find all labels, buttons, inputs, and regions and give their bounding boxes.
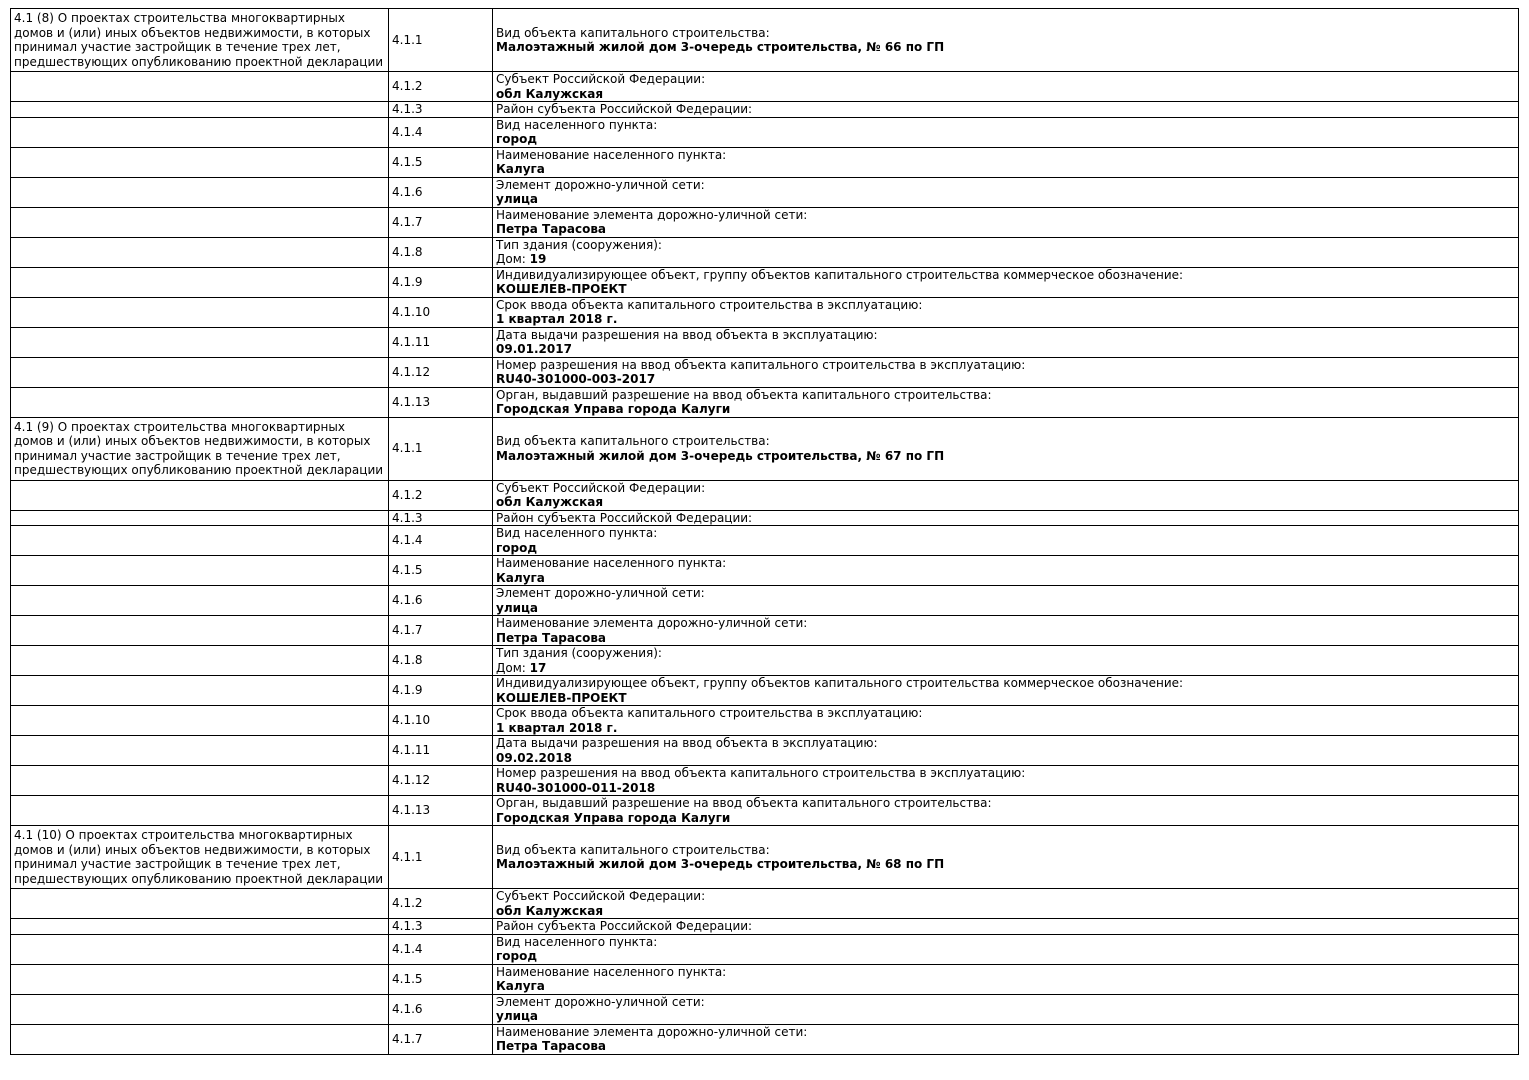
row-number: 4.1.11: [392, 334, 431, 349]
row-number-cell: [389, 327, 493, 357]
row-number-cell: [389, 102, 493, 118]
row-number: 4.1.1: [392, 32, 423, 47]
row-number-cell: [389, 1024, 493, 1054]
field-label: Район субъекта Российской Федерации:: [496, 510, 753, 525]
field-value: 19: [529, 252, 547, 266]
field-value: обл Калужская: [496, 86, 604, 101]
row-content-cell: [493, 237, 1519, 267]
row-content-cell: [493, 297, 1519, 327]
field-value-prefix: Дом:: [496, 660, 530, 675]
section-description-cell: [11, 736, 389, 766]
row-number-cell: [389, 510, 493, 526]
row-content-cell: [493, 934, 1519, 964]
section-description-cell: [11, 207, 389, 237]
field-value-line: [496, 282, 1515, 297]
row-number-cell: [389, 417, 493, 480]
field-value-line: [496, 631, 1515, 646]
table-row: [11, 357, 1519, 387]
row-number-cell: [389, 934, 493, 964]
field-value: 09.01.2017: [496, 342, 572, 356]
field-value: RU40-301000-003-2017: [496, 372, 656, 386]
declaration-table: [10, 8, 1519, 1055]
row-number: 4.1.3: [392, 919, 423, 933]
row-number-cell: [389, 676, 493, 706]
row-number: 4.1.6: [392, 593, 423, 608]
row-number: 4.1.12: [392, 773, 431, 788]
row-content-cell: [493, 102, 1519, 118]
row-number: 4.1.4: [392, 533, 423, 548]
field-value-line: [496, 252, 1515, 267]
section-description-cell: [11, 387, 389, 417]
table-row: [11, 327, 1519, 357]
field-label: Тип здания (сооружения):: [496, 646, 662, 660]
row-content-cell: [493, 510, 1519, 526]
table-row: [11, 237, 1519, 267]
row-content-cell: [493, 207, 1519, 237]
field-value: 1 квартал 2018 г.: [496, 720, 618, 735]
field-label: Номер разрешения на ввод объекта капитального строительства в эксплуатацию:: [496, 766, 1026, 780]
field-value: Малоэтажный жилой дом 3-очередь строительства, № 67 по ГП: [496, 448, 945, 463]
declaration-table-body: [11, 9, 1519, 1055]
field-value-line: [496, 162, 1515, 177]
table-row: [11, 9, 1519, 72]
field-value: город: [496, 540, 538, 555]
row-number: 4.1.13: [392, 394, 431, 409]
section-description-cell: [11, 556, 389, 586]
row-number-cell: [389, 267, 493, 297]
field-value-line: [496, 949, 1515, 964]
row-content-cell: [493, 796, 1519, 826]
section-description-cell: [11, 1024, 389, 1054]
field-label: Вид населенного пункта:: [496, 934, 658, 949]
table-row: [11, 526, 1519, 556]
row-content-cell: [493, 480, 1519, 510]
field-label: Субъект Российской Федерации:: [496, 889, 706, 903]
row-number: 4.1.1: [392, 441, 423, 456]
field-value-line: [496, 495, 1515, 510]
field-value-line: [496, 87, 1515, 102]
row-content-cell: [493, 9, 1519, 72]
row-number: 4.1.8: [392, 653, 423, 668]
field-value: улица: [496, 192, 539, 206]
table-row: [11, 616, 1519, 646]
field-label: Наименование элемента дорожно-уличной сети:: [496, 207, 808, 222]
row-number: 4.1.4: [392, 124, 423, 139]
field-value: Малоэтажный жилой дом 3-очередь строительства, № 66 по ГП: [496, 40, 945, 54]
field-value-line: [496, 781, 1515, 796]
field-label: Район субъекта Российской Федерации:: [496, 919, 753, 933]
section-description-cell: [11, 526, 389, 556]
table-row: [11, 1024, 1519, 1054]
field-value-line: [496, 751, 1515, 766]
row-number: 4.1.2: [392, 79, 423, 94]
row-content-cell: [493, 706, 1519, 736]
field-label: Индивидуализирующее объект, группу объектов капитального строительства коммерческое обозначение:: [496, 267, 1184, 282]
table-row: [11, 117, 1519, 147]
field-label: Срок ввода объекта капитального строительства в эксплуатацию:: [496, 297, 923, 312]
section-description-cell: [11, 919, 389, 935]
row-number-cell: [389, 706, 493, 736]
field-value: RU40-301000-011-2018: [496, 780, 656, 795]
table-row: [11, 766, 1519, 796]
field-value-line: [496, 691, 1515, 706]
field-value-prefix: Дом:: [496, 252, 530, 266]
row-number: 4.1.5: [392, 154, 423, 169]
field-value: Городская Управа города Калуги: [496, 402, 731, 416]
table-row: [11, 919, 1519, 935]
field-label: Тип здания (сооружения):: [496, 237, 662, 252]
row-number-cell: [389, 889, 493, 919]
field-value: 09.02.2018: [496, 750, 572, 765]
field-label: Вид населенного пункта:: [496, 526, 658, 540]
row-number: 4.1.10: [392, 304, 431, 319]
row-number: 4.1.5: [392, 971, 423, 986]
row-content-cell: [493, 646, 1519, 676]
field-value-line: [496, 857, 1515, 872]
table-row: [11, 207, 1519, 237]
row-number-cell: [389, 207, 493, 237]
table-row: [11, 964, 1519, 994]
field-value: КОШЕЛЕВ-ПРОЕКТ: [496, 282, 627, 296]
section-description: 4.1 (8) О проектах строительства многоквартирных домов и (или) иных объектов недвижимости, в которых принимал участие застройщик в течение трех лет, предшествующих опубликованию проектной декларации: [14, 11, 384, 69]
row-number: 4.1.11: [392, 743, 431, 758]
row-number-cell: [389, 9, 493, 72]
row-content-cell: [493, 357, 1519, 387]
row-number: 4.1.9: [392, 274, 423, 289]
section-description-cell: [11, 676, 389, 706]
row-number: 4.1.8: [392, 244, 423, 259]
field-value-line: [496, 372, 1515, 387]
table-row: [11, 297, 1519, 327]
field-value-line: [496, 1039, 1515, 1054]
field-value-line: [496, 601, 1515, 616]
table-row: [11, 480, 1519, 510]
row-content-cell: [493, 177, 1519, 207]
table-row: [11, 586, 1519, 616]
row-number-cell: [389, 147, 493, 177]
field-label: Индивидуализирующее объект, группу объектов капитального строительства коммерческое обозначение:: [496, 676, 1184, 690]
row-content-cell: [493, 267, 1519, 297]
row-number-cell: [389, 766, 493, 796]
row-number: 4.1.10: [392, 713, 431, 728]
section-description-cell: [11, 586, 389, 616]
table-row: [11, 736, 1519, 766]
row-number-cell: [389, 480, 493, 510]
field-value-line: [496, 342, 1515, 357]
field-value: обл Калужская: [496, 495, 604, 509]
table-row: [11, 417, 1519, 480]
field-label: Субъект Российской Федерации:: [496, 480, 706, 495]
field-label: Срок ввода объекта капитального строительства в эксплуатацию:: [496, 706, 923, 720]
section-description-cell: [11, 72, 389, 102]
field-label: Дата выдачи разрешения на ввод объекта в эксплуатацию:: [496, 736, 878, 750]
row-content-cell: [493, 72, 1519, 102]
row-number-cell: [389, 796, 493, 826]
row-number-cell: [389, 387, 493, 417]
row-number: 4.1.6: [392, 184, 423, 199]
field-label: Наименование элемента дорожно-уличной сети:: [496, 616, 808, 630]
table-row: [11, 889, 1519, 919]
row-content-cell: [493, 556, 1519, 586]
field-label: Орган, выдавший разрешение на ввод объекта капитального строительства:: [496, 796, 992, 810]
field-value: КОШЕЛЕВ-ПРОЕКТ: [496, 690, 627, 705]
section-description: 4.1 (9) О проектах строительства многоквартирных домов и (или) иных объектов недвижимости, в которых принимал участие застройщик в течение трех лет, предшествующих опубликованию проектной декларации: [14, 419, 384, 477]
row-content-cell: [493, 766, 1519, 796]
row-content-cell: [493, 919, 1519, 935]
field-value-line: [496, 721, 1515, 736]
section-description-cell: [11, 964, 389, 994]
field-value: 17: [529, 660, 547, 675]
row-number: 4.1.12: [392, 364, 431, 379]
table-row: [11, 994, 1519, 1024]
row-number: 4.1.4: [392, 941, 423, 956]
section-description-cell: [11, 237, 389, 267]
row-content-cell: [493, 994, 1519, 1024]
row-content-cell: [493, 117, 1519, 147]
field-label: Вид объекта капитального строительства:: [496, 842, 770, 857]
section-description-cell: [11, 297, 389, 327]
table-row: [11, 510, 1519, 526]
row-number-cell: [389, 72, 493, 102]
section-description-cell: [11, 480, 389, 510]
row-content-cell: [493, 676, 1519, 706]
row-content-cell: [493, 586, 1519, 616]
field-value: Городская Управа города Калуги: [496, 810, 731, 825]
field-label: Вид объекта капитального строительства:: [496, 25, 770, 40]
field-value: город: [496, 132, 538, 146]
row-content-cell: [493, 387, 1519, 417]
row-number-cell: [389, 919, 493, 935]
table-row: [11, 177, 1519, 207]
field-value-line: [496, 811, 1515, 826]
row-number-cell: [389, 117, 493, 147]
section-description-cell: [11, 889, 389, 919]
row-content-cell: [493, 147, 1519, 177]
section-description-cell: [11, 510, 389, 526]
table-row: [11, 267, 1519, 297]
row-content-cell: [493, 826, 1519, 889]
section-description-cell: [11, 177, 389, 207]
field-label: Наименование населенного пункта:: [496, 556, 727, 570]
row-number-cell: [389, 556, 493, 586]
row-number-cell: [389, 616, 493, 646]
field-label: Элемент дорожно-уличной сети:: [496, 994, 705, 1009]
row-number-cell: [389, 357, 493, 387]
row-number-cell: [389, 586, 493, 616]
field-label: Наименование населенного пункта:: [496, 147, 727, 162]
table-row: [11, 102, 1519, 118]
row-number: 4.1.9: [392, 683, 423, 698]
section-description-cell: [11, 646, 389, 676]
row-number: 4.1.1: [392, 849, 423, 864]
row-number: 4.1.3: [392, 510, 423, 525]
row-number-cell: [389, 526, 493, 556]
field-value-line: [496, 40, 1515, 55]
field-value-line: [496, 402, 1515, 417]
field-value: Петра Тарасова: [496, 630, 607, 645]
row-number: 4.1.7: [392, 214, 423, 229]
field-label: Вид объекта капитального строительства:: [496, 434, 770, 448]
table-row: [11, 934, 1519, 964]
field-value: Калуга: [496, 162, 545, 176]
field-value: город: [496, 949, 538, 963]
section-description-cell: [11, 267, 389, 297]
field-value: Петра Тарасова: [496, 1039, 607, 1053]
field-value: Калуга: [496, 570, 545, 585]
field-value-line: [496, 904, 1515, 919]
row-content-cell: [493, 526, 1519, 556]
row-content-cell: [493, 889, 1519, 919]
field-value-line: [496, 1009, 1515, 1024]
table-row: [11, 147, 1519, 177]
section-description-cell: [11, 706, 389, 736]
field-value: улица: [496, 1009, 539, 1023]
field-value-line: [496, 449, 1515, 464]
section-description-cell: [11, 147, 389, 177]
section-description: 4.1 (10) О проектах строительства многоквартирных домов и (или) иных объектов недвижимости, в которых принимал участие застройщик в течение трех лет, предшествующих опубликованию проектной декларации: [14, 828, 384, 886]
section-description-cell: [11, 796, 389, 826]
field-value-line: [496, 192, 1515, 207]
table-row: [11, 826, 1519, 889]
row-number-cell: [389, 177, 493, 207]
section-description-cell: [11, 616, 389, 646]
field-value-line: [496, 222, 1515, 237]
row-number: 4.1.13: [392, 803, 431, 818]
row-number-cell: [389, 826, 493, 889]
field-value: Калуга: [496, 979, 545, 993]
table-row: [11, 556, 1519, 586]
row-number: 4.1.5: [392, 563, 423, 578]
section-description-cell: [11, 357, 389, 387]
field-label: Орган, выдавший разрешение на ввод объекта капитального строительства:: [496, 387, 992, 402]
row-content-cell: [493, 736, 1519, 766]
row-content-cell: [493, 616, 1519, 646]
field-value: Петра Тарасова: [496, 222, 607, 236]
field-label: Субъект Российской Федерации:: [496, 72, 706, 86]
section-description-cell: [11, 994, 389, 1024]
row-number-cell: [389, 964, 493, 994]
row-number-cell: [389, 646, 493, 676]
row-number: 4.1.2: [392, 896, 423, 911]
section-description-cell: [11, 102, 389, 118]
field-label: Наименование населенного пункта:: [496, 964, 727, 979]
section-description-cell: [11, 934, 389, 964]
field-value-line: [496, 541, 1515, 556]
field-value-line: [496, 571, 1515, 586]
section-description-cell: [11, 766, 389, 796]
field-value: 1 квартал 2018 г.: [496, 312, 618, 326]
field-value-line: [496, 979, 1515, 994]
table-row: [11, 646, 1519, 676]
field-value: улица: [496, 600, 539, 615]
row-number: 4.1.2: [392, 487, 423, 502]
field-label: Элемент дорожно-уличной сети:: [496, 586, 705, 600]
field-label: Район субъекта Российской Федерации:: [496, 102, 753, 116]
row-number: 4.1.3: [392, 102, 423, 116]
field-label: Номер разрешения на ввод объекта капитального строительства в эксплуатацию:: [496, 357, 1026, 372]
row-number: 4.1.7: [392, 1031, 423, 1046]
section-description-cell: [11, 417, 389, 480]
table-row: [11, 706, 1519, 736]
row-number-cell: [389, 297, 493, 327]
section-description-cell: [11, 327, 389, 357]
row-number-cell: [389, 994, 493, 1024]
row-number: 4.1.6: [392, 1001, 423, 1016]
field-label: Наименование элемента дорожно-уличной сети:: [496, 1024, 808, 1039]
section-description-cell: [11, 117, 389, 147]
row-content-cell: [493, 1024, 1519, 1054]
field-value-line: [496, 132, 1515, 147]
field-value-line: [496, 312, 1515, 327]
row-content-cell: [493, 417, 1519, 480]
field-label: Дата выдачи разрешения на ввод объекта в эксплуатацию:: [496, 327, 878, 342]
table-row: [11, 676, 1519, 706]
row-content-cell: [493, 327, 1519, 357]
section-description-cell: [11, 9, 389, 72]
table-row: [11, 72, 1519, 102]
section-description-cell: [11, 826, 389, 889]
field-value: Малоэтажный жилой дом 3-очередь строительства, № 68 по ГП: [496, 857, 945, 871]
row-number-cell: [389, 237, 493, 267]
field-label: Вид населенного пункта:: [496, 117, 658, 132]
table-row: [11, 796, 1519, 826]
row-content-cell: [493, 964, 1519, 994]
field-label: Элемент дорожно-уличной сети:: [496, 177, 705, 192]
row-number: 4.1.7: [392, 623, 423, 638]
table-row: [11, 387, 1519, 417]
row-number-cell: [389, 736, 493, 766]
field-value: обл Калужская: [496, 903, 604, 918]
field-value-line: [496, 661, 1515, 676]
